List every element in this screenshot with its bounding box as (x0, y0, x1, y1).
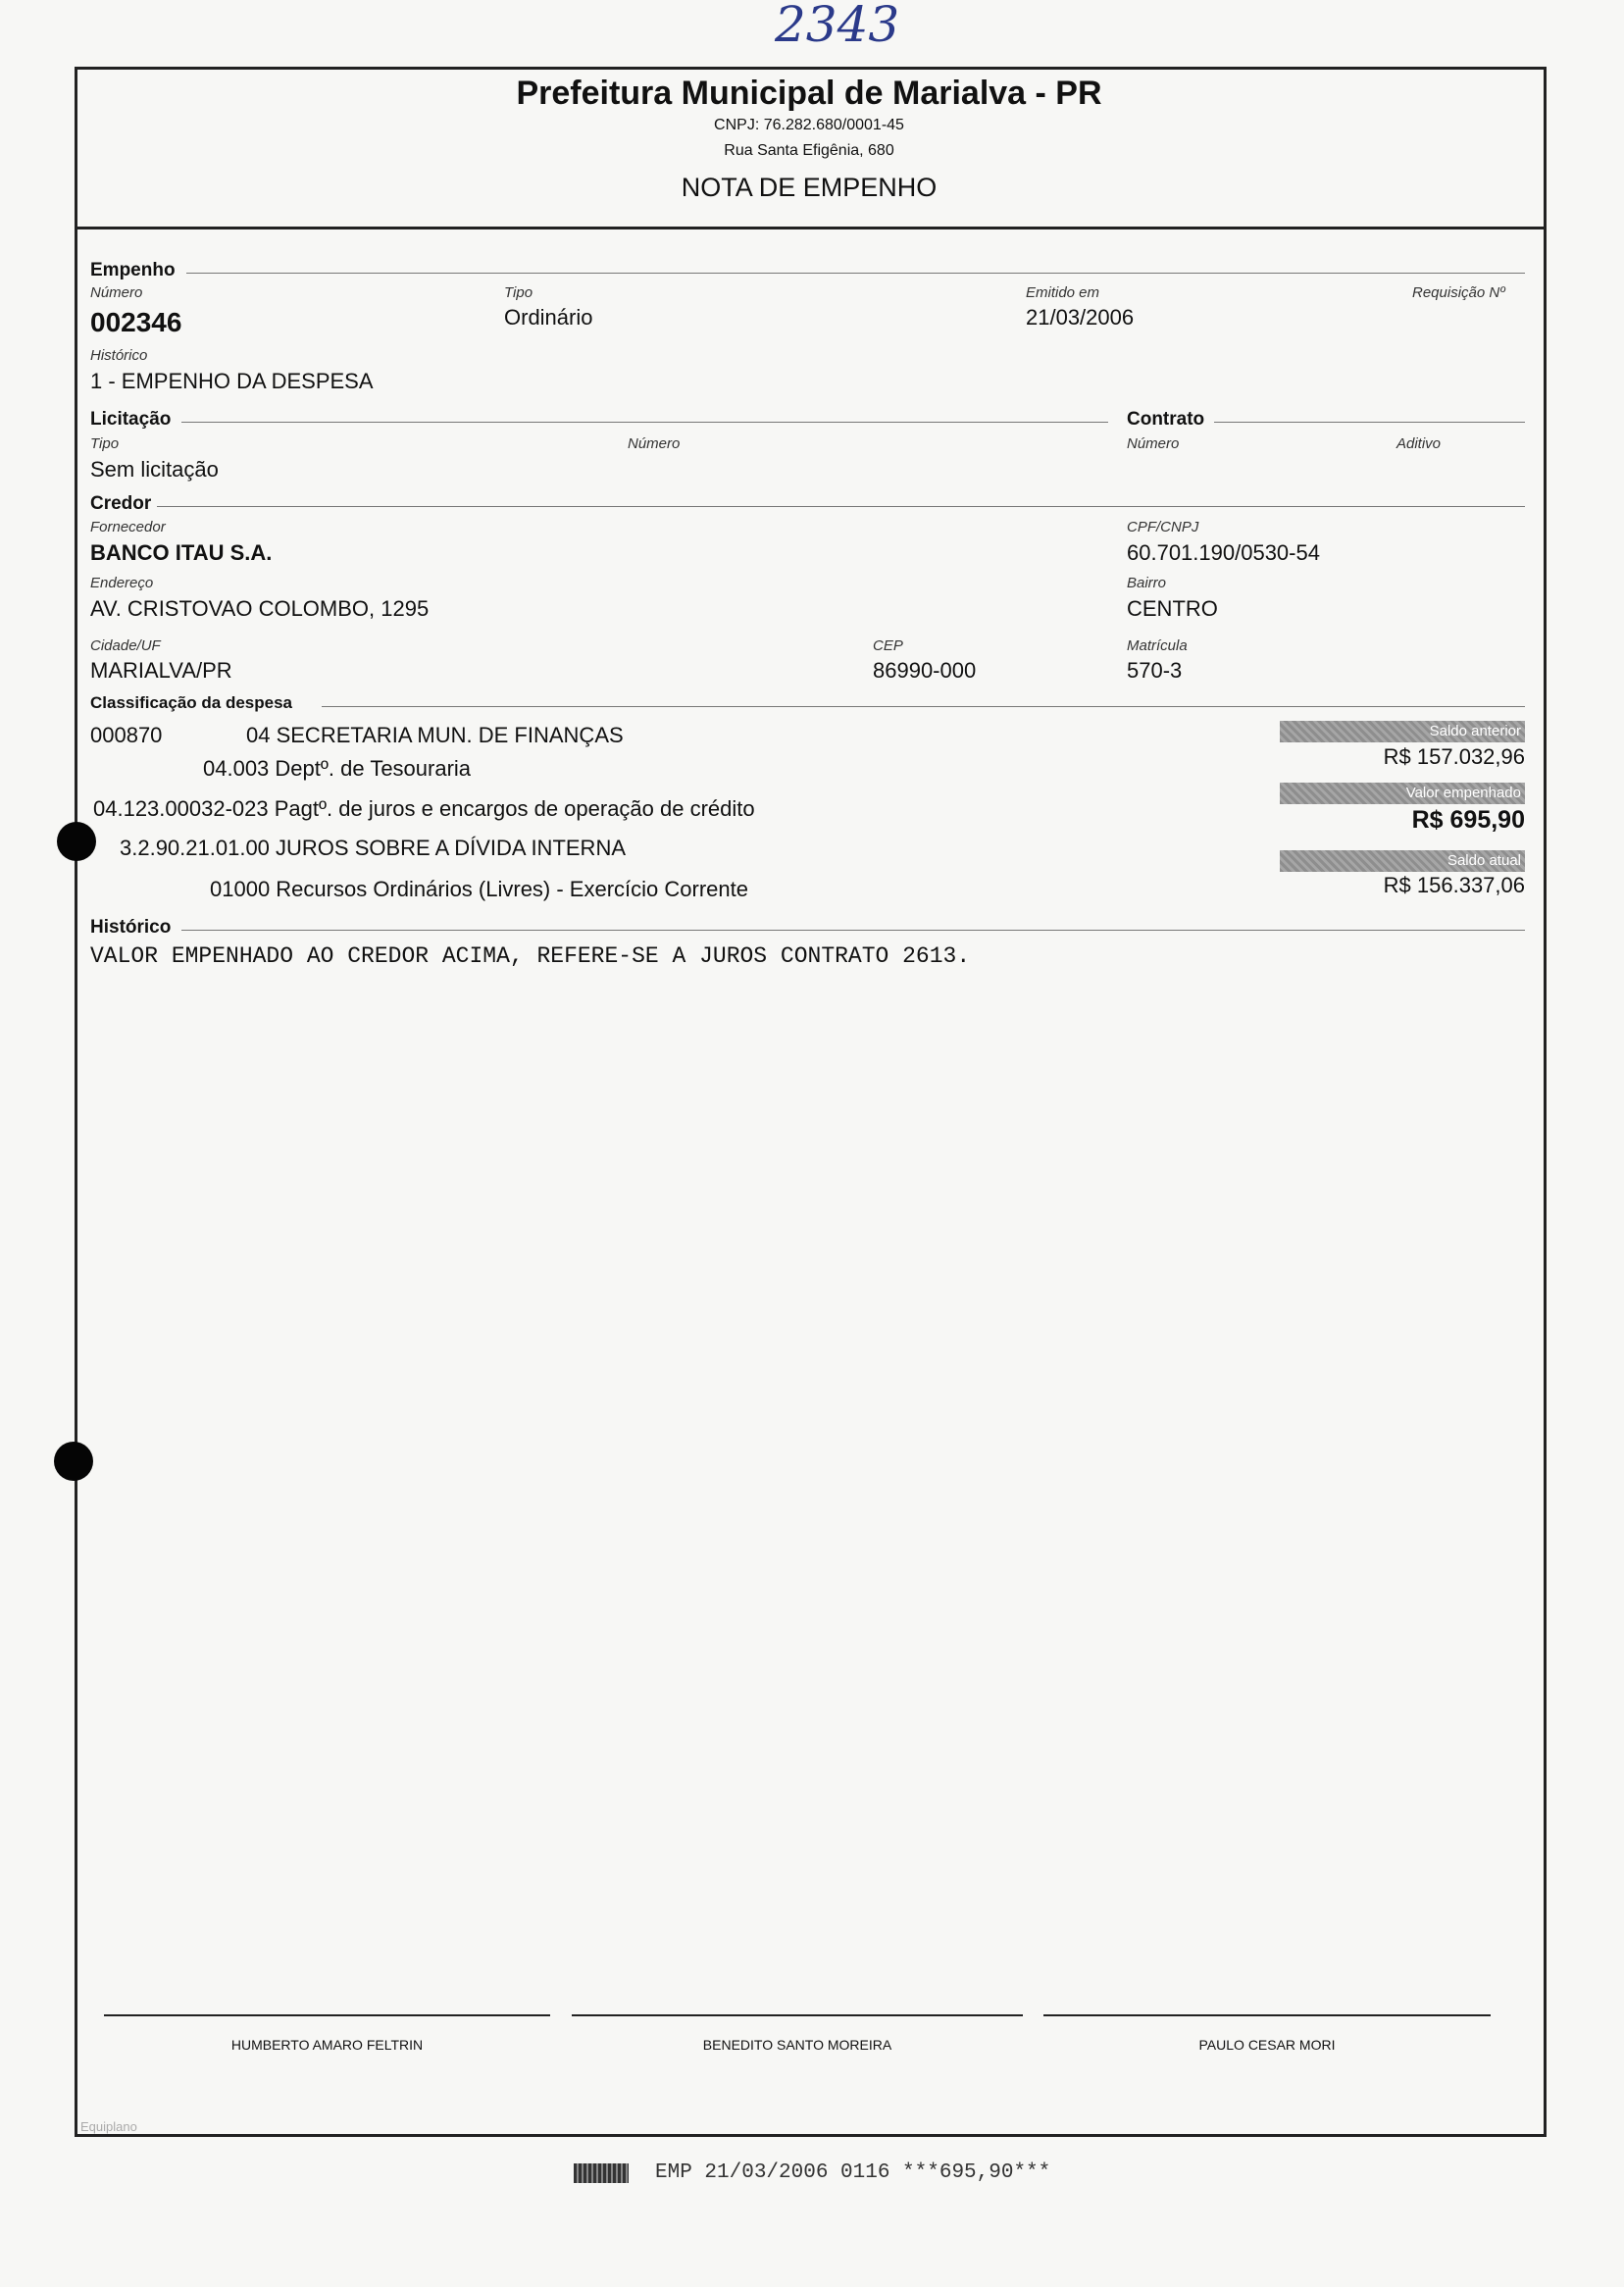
handwritten-page-number: 2343 (775, 0, 900, 53)
classificacao-orgao: 04 SECRETARIA MUN. DE FINANÇAS (246, 723, 624, 747)
empenho-tipo: Ordinário (504, 305, 593, 330)
empenho-section-rule (186, 273, 1525, 274)
empenho-historico: 1 - EMPENHO DA DESPESA (90, 369, 374, 393)
classificacao-funcional: 04.123.00032-023 Pagtº. de juros e encargos de operação de crédito (93, 796, 755, 821)
signature-line-3 (1043, 2014, 1491, 2016)
empenho-numero: 002346 (90, 307, 182, 337)
cpf: 60.701.190/0530-54 (1127, 540, 1320, 565)
licitacao-section-rule (181, 422, 1108, 423)
software-credit: Equiplano (80, 2119, 137, 2134)
historico-text: VALOR EMPENHADO AO CREDOR ACIMA, REFERE-SE A JUROS CONTRATO 2613. (90, 943, 971, 969)
signature-name-1: HUMBERTO AMARO FELTRIN (230, 2037, 424, 2053)
contrato-section-title: Contrato (1127, 409, 1205, 430)
cnpj-line: CNPJ: 76.282.680/0001-45 (714, 117, 904, 133)
header-divider (75, 227, 1544, 229)
stamp-icon (574, 2163, 629, 2183)
historico-section-title: Histórico (90, 917, 172, 938)
empenho-tipo-label: Tipo (504, 284, 533, 301)
endereco: AV. CRISTOVAO COLOMBO, 1295 (90, 596, 430, 621)
punch-hole-top (57, 822, 96, 861)
address-line: Rua Santa Efigênia, 680 (724, 142, 894, 159)
licitacao-section-title: Licitação (90, 409, 172, 430)
requisicao-label: Requisição Nº (1412, 284, 1505, 301)
cidade-label: Cidade/UF (90, 637, 161, 654)
cep: 86990-000 (873, 658, 977, 683)
historico-section-rule (181, 930, 1525, 931)
licitacao-tipo-label: Tipo (90, 435, 120, 452)
classificacao-section-rule (322, 706, 1525, 707)
saldo-atual-tag: Saldo atual (1280, 850, 1525, 872)
emitido-label: Emitido em (1026, 284, 1100, 301)
contrato-aditivo-label: Aditivo (1396, 435, 1442, 452)
mechanical-stamp: EMP 21/03/2006 0116 ***695,90*** (655, 2161, 1051, 2184)
fornecedor: BANCO ITAU S.A. (90, 540, 273, 565)
classificacao-unidade: 04.003 Deptº. de Tesouraria (203, 756, 472, 781)
signature-name-2: BENEDITO SANTO MOREIRA (702, 2037, 892, 2053)
saldo-anterior: R$ 157.032,96 (1383, 744, 1525, 769)
endereco-label: Endereço (90, 575, 154, 591)
signature-name-3: PAULO CESAR MORI (1198, 2037, 1336, 2053)
contrato-section-rule (1214, 422, 1525, 423)
empenho-numero-label: Número (90, 284, 143, 301)
matricula: 570-3 (1127, 658, 1183, 683)
credor-section-rule (157, 506, 1525, 507)
matricula-label: Matrícula (1127, 637, 1188, 654)
fornecedor-label: Fornecedor (90, 519, 166, 535)
contrato-numero-label: Número (1127, 435, 1180, 452)
credor-section-title: Credor (90, 493, 152, 514)
classificacao-section-title: Classificação da despesa (90, 693, 293, 712)
cidade: MARIALVA/PR (90, 658, 232, 683)
valor-empenhado: R$ 695,90 (1411, 806, 1525, 834)
valor-empenhado-tag: Valor empenhado (1280, 783, 1525, 804)
punch-hole-bottom (54, 1442, 93, 1481)
signature-line-1 (104, 2014, 550, 2016)
signature-line-2 (572, 2014, 1023, 2016)
classificacao-recurso: 01000 Recursos Ordinários (Livres) - Exercício Corrente (210, 877, 748, 901)
cpf-label: CPF/CNPJ (1127, 519, 1199, 535)
page-header (75, 71, 1544, 203)
cep-label: CEP (873, 637, 903, 654)
emitido-date: 21/03/2006 (1026, 305, 1135, 330)
licitacao-numero-label: Número (628, 435, 681, 452)
document-title: NOTA DE EMPENHO (681, 173, 938, 202)
saldo-anterior-tag: Saldo anterior (1280, 721, 1525, 742)
licitacao-tipo: Sem licitação (90, 457, 219, 482)
saldo-atual: R$ 156.337,06 (1383, 873, 1525, 897)
empenho-section-title: Empenho (90, 260, 176, 280)
classificacao-code: 000870 (90, 723, 163, 747)
bairro-label: Bairro (1127, 575, 1167, 591)
bairro: CENTRO (1127, 596, 1218, 621)
municipality-title: Prefeitura Municipal de Marialva - PR (516, 75, 1102, 112)
empenho-historico-label: Histórico (90, 347, 148, 364)
classificacao-natureza: 3.2.90.21.01.00 JUROS SOBRE A DÍVIDA INTERNA (120, 836, 627, 860)
